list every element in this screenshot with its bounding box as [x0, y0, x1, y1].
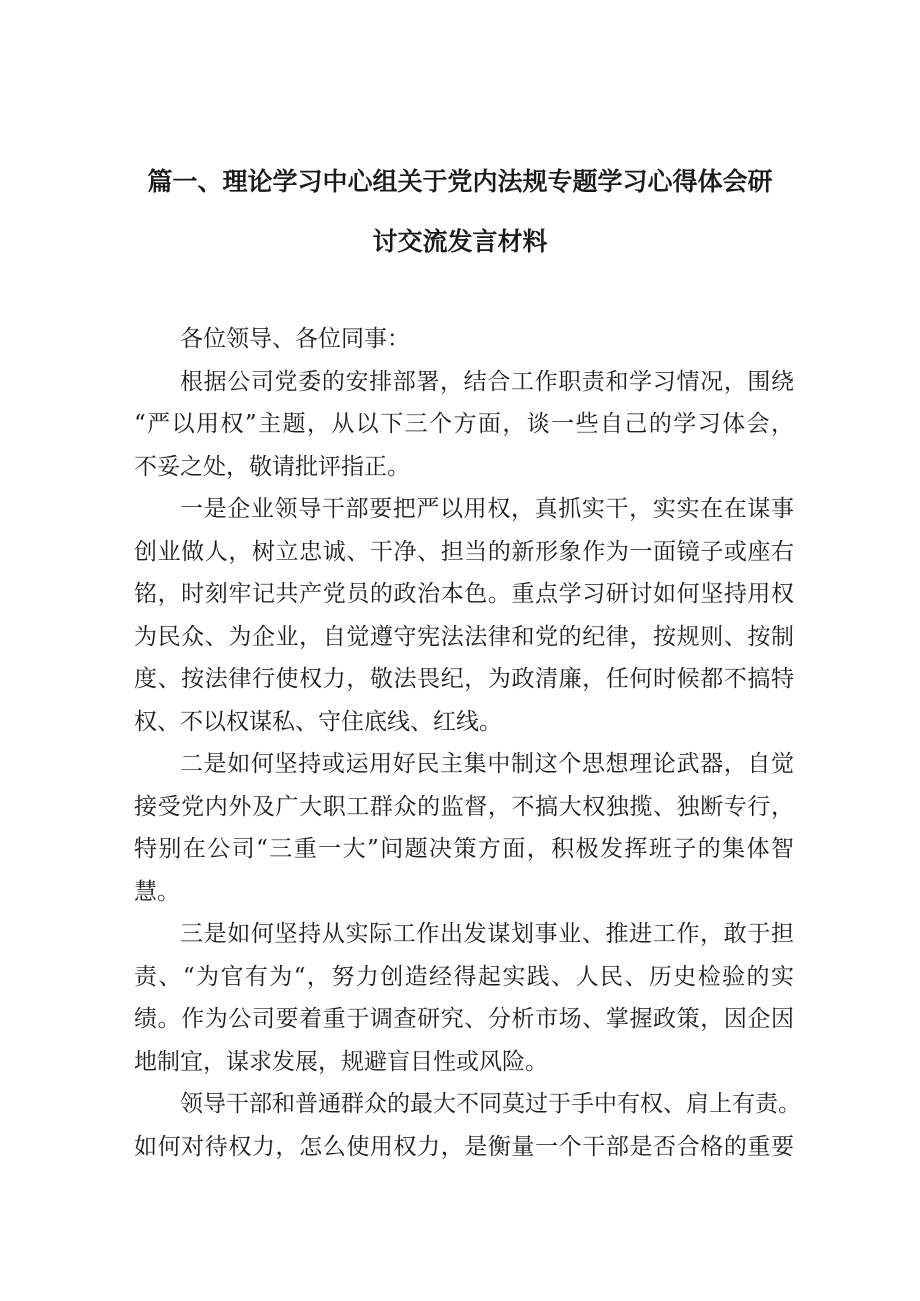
document-body — [134, 318, 801, 1168]
body-line: 三是如何坚持从实际工作出发谋划事业、推进工作，敢于担 — [180, 921, 794, 947]
body-line: 权、不以权谋私、守住底线、红线。 — [134, 708, 502, 735]
body-line: 绩。作为公司要着重于调查研究、分析市场、掌握政策，因企因 — [134, 1006, 794, 1032]
body-line: 特别在公司“三重一大”问题决策方面，积极发挥班子的集体智 — [134, 836, 794, 862]
body-line: 慧。 — [134, 878, 180, 905]
body-line: 接受党内外及广大职工群众的监督，不搞大权独揽、独断专行， — [134, 793, 794, 820]
body-line: 各位领导、各位同事： — [180, 326, 410, 352]
document-title-line-1: 篇一、理论学习中心组关于党内法规专题学习心得体会研 — [147, 167, 773, 196]
body-line: “严以用权”主题，从以下三个方面，谈一些自己的学习体会， — [134, 411, 794, 437]
body-line: 铭，时刻牢记共产党员的政治本色。重点学习研讨如何坚持用权 — [134, 581, 794, 607]
body-line: 度、按法律行使权力，敬法畏纪，为政清廉，任何时候都不搞特 — [134, 666, 794, 692]
body-line: 二是如何坚持或运用好民主集中制这个思想理论武器，自觉 — [180, 751, 794, 777]
body-line: 领导干部和普通群众的最大不同莫过于手中有权、肩上有责。 — [180, 1091, 801, 1117]
body-line: 不妥之处，敬请批评指正。 — [134, 453, 410, 480]
body-line: 责、“为官有为“，努力创造经得起实践、人民、历史检验的实 — [134, 963, 794, 990]
body-line: 为民众、为企业，自觉遵守宪法法律和党的纪律，按规则、按制 — [134, 623, 794, 650]
body-line: 如何对待权力，怎么使用权力，是衡量一个干部是否合格的重要 — [134, 1133, 794, 1160]
document-title-line-2: 讨交流发言材料 — [372, 227, 548, 256]
body-line: 地制宜，谋求发展，规避盲目性或风险。 — [134, 1048, 548, 1075]
body-line: 根据公司党委的安排部署，结合工作职责和学习情况，围绕 — [180, 368, 794, 395]
body-line: 创业做人，树立忠诚、干净、担当的新形象作为一面镜子或座右 — [134, 538, 794, 565]
body-line: 一是企业领导干部要把严以用权，真抓实干，实实在在谋事 — [180, 496, 794, 522]
